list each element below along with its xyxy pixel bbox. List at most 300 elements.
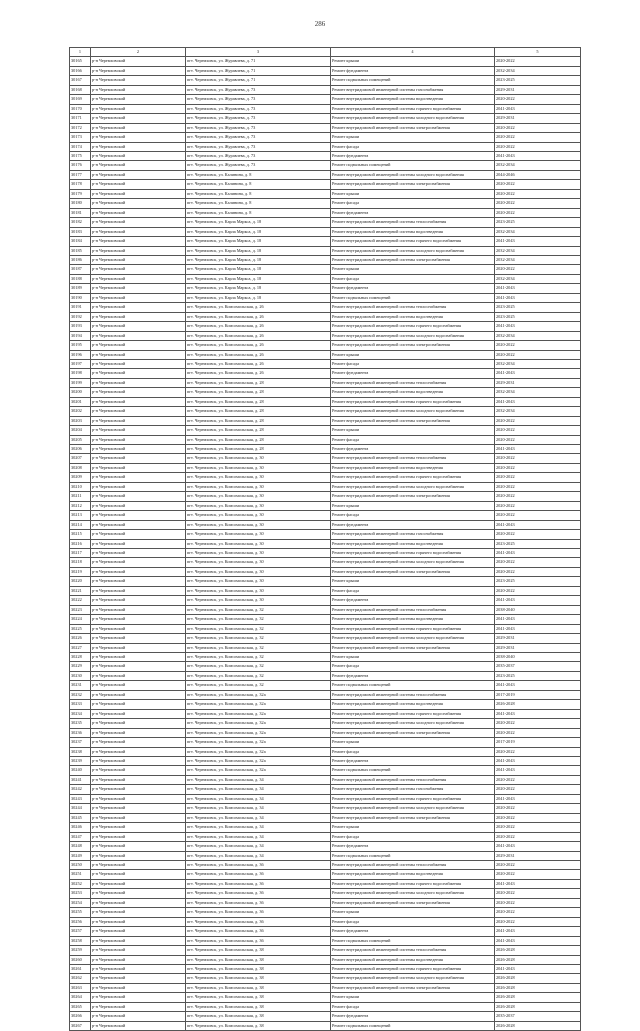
- cell-work-type: Ремонт фундамента: [331, 445, 495, 454]
- cell-row-number: 30229: [70, 662, 91, 671]
- table-header-row: [70, 48, 581, 57]
- cell-period: 2020-2022: [495, 813, 581, 822]
- cell-address: пгт. Черемховск, ул. Комсомольская, д. 30: [186, 492, 331, 501]
- cell-address: пгт. Черемховск, ул. Карла Маркса, д. 18: [186, 293, 331, 302]
- cell-work-type: Ремонт внутридомовой инженерной системы горячего водоснабжения: [331, 879, 495, 888]
- table-row: [70, 898, 581, 907]
- cell-district: р-н Черемховский: [91, 227, 186, 236]
- cell-district: р-н Черемховский: [91, 312, 186, 321]
- cell-address: пгт. Черемховск, ул. Комсомольская, д. 32а: [186, 756, 331, 765]
- cell-address: пгт. Черемховск, ул. Комсомольская, д. 28: [186, 416, 331, 425]
- cell-row-number: 30217: [70, 549, 91, 558]
- cell-work-type: Ремонт внутридомовой инженерной системы горячего водоснабжения: [331, 237, 495, 246]
- cell-work-type: Ремонт крыши: [331, 823, 495, 832]
- cell-district: р-н Черемховский: [91, 549, 186, 558]
- cell-row-number: 30249: [70, 851, 91, 860]
- cell-district: р-н Черемховский: [91, 331, 186, 340]
- cell-row-number: 30250: [70, 860, 91, 869]
- cell-period: 2041-2043: [495, 794, 581, 803]
- table-row: [70, 274, 581, 283]
- table-row: [70, 161, 581, 170]
- cell-row-number: 30245: [70, 813, 91, 822]
- cell-row-number: 30246: [70, 823, 91, 832]
- cell-period: 2020-2022: [495, 728, 581, 737]
- cell-row-number: 30198: [70, 369, 91, 378]
- cell-district: р-н Черемховский: [91, 662, 186, 671]
- cell-address: пгт. Черемховск, ул. Калинина, д. 8: [186, 189, 331, 198]
- cell-district: р-н Черемховский: [91, 719, 186, 728]
- cell-address: пгт. Черемховск, ул. Комсомольская, д. 34: [186, 785, 331, 794]
- table-row: [70, 189, 581, 198]
- table-row: [70, 558, 581, 567]
- cell-period: 2020-2022: [495, 719, 581, 728]
- cell-address: пгт. Черемховск, ул. Комсомольская, д. 30: [186, 530, 331, 539]
- cell-row-number: 30205: [70, 435, 91, 444]
- cell-district: р-н Черемховский: [91, 842, 186, 851]
- cell-address: пгт. Черемховск, ул. Комсомольская, д. 38: [186, 974, 331, 983]
- cell-row-number: 30191: [70, 303, 91, 312]
- cell-row-number: 30169: [70, 95, 91, 104]
- cell-district: р-н Черемховский: [91, 908, 186, 917]
- cell-row-number: 30200: [70, 388, 91, 397]
- table-row: [70, 955, 581, 964]
- cell-work-type: Ремонт внутридомовой инженерной системы холодного водоснабжения: [331, 331, 495, 340]
- cell-period: 2041-2043: [495, 842, 581, 851]
- cell-period: 2041-2043: [495, 964, 581, 973]
- cell-period: 2041-2043: [495, 709, 581, 718]
- cell-row-number: 30212: [70, 501, 91, 510]
- cell-work-type: Ремонт внутридомовой инженерной системы электроснабжения: [331, 180, 495, 189]
- cell-work-type: Ремонт подвальных помещений: [331, 76, 495, 85]
- cell-period: 2032-2034: [495, 227, 581, 236]
- cell-address: пгт. Черемховск, ул. Карла Маркса, д. 18: [186, 265, 331, 274]
- cell-period: 2023-2025: [495, 76, 581, 85]
- cell-district: р-н Черемховский: [91, 690, 186, 699]
- cell-period: 2041-2043: [495, 293, 581, 302]
- cell-district: р-н Черемховский: [91, 142, 186, 151]
- cell-district: р-н Черемховский: [91, 170, 186, 179]
- cell-district: р-н Черемховский: [91, 114, 186, 123]
- cell-row-number: 30259: [70, 946, 91, 955]
- table-row: [70, 322, 581, 331]
- cell-work-type: Ремонт внутридомовой инженерной системы холодного водоснабжения: [331, 114, 495, 123]
- cell-row-number: 30184: [70, 237, 91, 246]
- table-row: [70, 662, 581, 671]
- cell-row-number: 30231: [70, 681, 91, 690]
- cell-work-type: Ремонт подвальных помещений: [331, 161, 495, 170]
- cell-work-type: Ремонт крыши: [331, 908, 495, 917]
- cell-district: р-н Черемховский: [91, 492, 186, 501]
- cell-address: пгт. Черемховск, ул. Комсомольская, д. 26: [186, 322, 331, 331]
- cell-work-type: Ремонт фасада: [331, 435, 495, 444]
- cell-period: 2032-2034: [495, 255, 581, 264]
- cell-row-number: 30241: [70, 775, 91, 784]
- cell-work-type: Ремонт внутридомовой инженерной системы горячего водоснабжения: [331, 964, 495, 973]
- cell-row-number: 30187: [70, 265, 91, 274]
- cell-row-number: 30258: [70, 936, 91, 945]
- cell-row-number: 30267: [70, 1021, 91, 1030]
- cell-period: 2041-2043: [495, 237, 581, 246]
- cell-period: 2020-2022: [495, 804, 581, 813]
- cell-work-type: Ремонт внутридомовой инженерной системы холодного водоснабжения: [331, 482, 495, 491]
- cell-work-type: Ремонт подвальных помещений: [331, 766, 495, 775]
- cell-period: 2041-2043: [495, 681, 581, 690]
- table-row: [70, 369, 581, 378]
- cell-period: 2029-2031: [495, 643, 581, 652]
- cell-work-type: Ремонт крыши: [331, 426, 495, 435]
- cell-district: р-н Черемховский: [91, 426, 186, 435]
- cell-period: 2023-2025: [495, 577, 581, 586]
- cell-period: 2041-2043: [495, 615, 581, 624]
- table-row: [70, 265, 581, 274]
- cell-row-number: 30264: [70, 993, 91, 1002]
- cell-address: пгт. Черемховск, ул. Комсомольская, д. 32: [186, 681, 331, 690]
- cell-work-type: Ремонт внутридомовой инженерной системы водоотведения: [331, 539, 495, 548]
- cell-address: пгт. Черемховск, ул. Комсомольская, д. 28: [186, 397, 331, 406]
- cell-period: 2020-2022: [495, 832, 581, 841]
- cell-row-number: 30196: [70, 350, 91, 359]
- cell-address: пгт. Черемховск, ул. Комсомольская, д. 38: [186, 993, 331, 1002]
- cell-district: р-н Черемховский: [91, 322, 186, 331]
- cell-address: пгт. Черемховск, ул. Комсомольская, д. 26: [186, 312, 331, 321]
- cell-period: 2038-2040: [495, 605, 581, 614]
- cell-period: 2029-2031: [495, 114, 581, 123]
- cell-address: пгт. Черемховск, ул. Комсомольская, д. 34: [186, 842, 331, 851]
- table-row: [70, 974, 581, 983]
- table-row: [70, 643, 581, 652]
- cell-address: пгт. Черемховск, ул. Комсомольская, д. 32а: [186, 719, 331, 728]
- table-row: [70, 303, 581, 312]
- cell-period: 2020-2022: [495, 586, 581, 595]
- cell-period: 2041-2043: [495, 397, 581, 406]
- table-row: [70, 549, 581, 558]
- table-row: [70, 908, 581, 917]
- table-row: [70, 681, 581, 690]
- table-row: [70, 917, 581, 926]
- cell-district: р-н Черемховский: [91, 454, 186, 463]
- cell-district: р-н Черемховский: [91, 785, 186, 794]
- table-row: [70, 341, 581, 350]
- cell-district: р-н Черемховский: [91, 823, 186, 832]
- cell-row-number: 30185: [70, 246, 91, 255]
- cell-address: пгт. Черемховск, ул. Комсомольская, д. 30: [186, 567, 331, 576]
- table-row: [70, 1002, 581, 1011]
- cell-work-type: Ремонт подвальных помещений: [331, 293, 495, 302]
- cell-period: 2020-2022: [495, 180, 581, 189]
- cell-period: 2020-2022: [495, 57, 581, 66]
- cell-district: р-н Черемховский: [91, 246, 186, 255]
- cell-address: пгт. Черемховск, ул. Комсомольская, д. 30: [186, 586, 331, 595]
- table-row: [70, 860, 581, 869]
- cell-district: р-н Черемховский: [91, 473, 186, 482]
- cell-period: 2032-2034: [495, 274, 581, 283]
- cell-address: пгт. Черемховск, ул. Комсомольская, д. 30: [186, 473, 331, 482]
- table-row: [70, 397, 581, 406]
- cell-work-type: Ремонт внутридомовой инженерной системы электроснабжения: [331, 123, 495, 132]
- cell-district: р-н Черемховский: [91, 407, 186, 416]
- column-header-4: 4: [331, 48, 495, 57]
- cell-district: р-н Черемховский: [91, 265, 186, 274]
- cell-address: пгт. Черемховск, ул. Комсомольская, д. 30: [186, 501, 331, 510]
- table-row: [70, 1021, 581, 1030]
- cell-district: р-н Черемховский: [91, 766, 186, 775]
- table-row: [70, 832, 581, 841]
- cell-district: р-н Черемховский: [91, 293, 186, 302]
- cell-period: 2041-2043: [495, 369, 581, 378]
- cell-period: 2020-2022: [495, 823, 581, 832]
- cell-work-type: Ремонт внутридомовой инженерной системы водоотведения: [331, 870, 495, 879]
- table-row: [70, 889, 581, 898]
- cell-period: 2020-2022: [495, 416, 581, 425]
- cell-period: 2032-2034: [495, 331, 581, 340]
- cell-district: р-н Черемховский: [91, 917, 186, 926]
- cell-district: р-н Черемховский: [91, 794, 186, 803]
- cell-address: пгт. Черемховск, ул. Комсомольская, д. 34: [186, 813, 331, 822]
- cell-work-type: Ремонт внутридомовой инженерной системы водоотведения: [331, 700, 495, 709]
- cell-work-type: Ремонт внутридомовой инженерной системы горячего водоснабжения: [331, 549, 495, 558]
- cell-row-number: 30203: [70, 416, 91, 425]
- cell-work-type: Ремонт внутридомовой инженерной системы электроснабжения: [331, 983, 495, 992]
- cell-work-type: Ремонт фундамента: [331, 66, 495, 75]
- cell-work-type: Ремонт крыши: [331, 993, 495, 1002]
- cell-period: 2029-2031: [495, 634, 581, 643]
- table-row: [70, 700, 581, 709]
- cell-period: 2020-2022: [495, 567, 581, 576]
- cell-district: р-н Черемховский: [91, 558, 186, 567]
- table-row: [70, 312, 581, 321]
- cell-work-type: Ремонт фасада: [331, 917, 495, 926]
- cell-period: 2020-2022: [495, 426, 581, 435]
- cell-address: пгт. Черемховск, ул. Комсомольская, д. 38: [186, 955, 331, 964]
- table-row: [70, 766, 581, 775]
- cell-district: р-н Черемховский: [91, 463, 186, 472]
- cell-row-number: 30243: [70, 794, 91, 803]
- cell-row-number: 30211: [70, 492, 91, 501]
- table-row: [70, 511, 581, 520]
- table-row: [70, 983, 581, 992]
- cell-address: пгт. Черемховск, ул. Комсомольская, д. 30: [186, 520, 331, 529]
- cell-district: р-н Черемховский: [91, 851, 186, 860]
- cell-address: пгт. Черемховск, ул. Комсомольская, д. 36: [186, 908, 331, 917]
- cell-address: пгт. Черемховск, ул. Комсомольская, д. 36: [186, 936, 331, 945]
- cell-address: пгт. Черемховск, ул. Журавлева, д. 73: [186, 114, 331, 123]
- cell-work-type: Ремонт фасада: [331, 511, 495, 520]
- cell-work-type: Ремонт внутридомовой инженерной системы горячего водоснабжения: [331, 794, 495, 803]
- cell-work-type: Ремонт фундамента: [331, 208, 495, 217]
- cell-period: 2044-2046: [495, 170, 581, 179]
- cell-period: 2041-2043: [495, 756, 581, 765]
- cell-period: 2020-2022: [495, 530, 581, 539]
- cell-work-type: Ремонт фундамента: [331, 842, 495, 851]
- cell-period: 2020-2022: [495, 189, 581, 198]
- table-row: [70, 199, 581, 208]
- cell-work-type: Ремонт фундамента: [331, 284, 495, 293]
- cell-district: р-н Черемховский: [91, 936, 186, 945]
- cell-district: р-н Черемховский: [91, 397, 186, 406]
- cell-address: пгт. Черемховск, ул. Комсомольская, д. 32: [186, 615, 331, 624]
- cell-address: пгт. Черемховск, ул. Карла Маркса, д. 18: [186, 218, 331, 227]
- cell-address: пгт. Черемховск, ул. Комсомольская, д. 34: [186, 804, 331, 813]
- cell-period: 2020-2022: [495, 199, 581, 208]
- cell-period: 2020-2022: [495, 775, 581, 784]
- cell-period: 2035-2037: [495, 662, 581, 671]
- cell-row-number: 30218: [70, 558, 91, 567]
- cell-district: р-н Черемховский: [91, 964, 186, 973]
- cell-district: р-н Черемховский: [91, 653, 186, 662]
- cell-work-type: Ремонт внутридомовой инженерной системы водоотведения: [331, 615, 495, 624]
- cell-address: пгт. Черемховск, ул. Комсомольская, д. 36: [186, 898, 331, 907]
- cell-work-type: Ремонт внутридомовой инженерной системы электроснабжения: [331, 567, 495, 576]
- cell-period: 2020-2022: [495, 889, 581, 898]
- cell-period: 2020-2022: [495, 454, 581, 463]
- cell-district: р-н Черемховский: [91, 993, 186, 1002]
- cell-period: 2026-2028: [495, 974, 581, 983]
- cell-district: р-н Черемховский: [91, 586, 186, 595]
- cell-period: 2020-2022: [495, 785, 581, 794]
- table-row: [70, 359, 581, 368]
- cell-address: пгт. Черемховск, ул. Комсомольская, д. 32: [186, 653, 331, 662]
- cell-row-number: 30244: [70, 804, 91, 813]
- cell-period: 2020-2022: [495, 473, 581, 482]
- table-row: [70, 842, 581, 851]
- cell-row-number: 30166: [70, 66, 91, 75]
- cell-address: пгт. Черемховск, ул. Комсомольская, д. 28: [186, 407, 331, 416]
- cell-row-number: 30256: [70, 917, 91, 926]
- cell-period: 2026-2028: [495, 983, 581, 992]
- cell-row-number: 30254: [70, 898, 91, 907]
- cell-address: пгт. Черемховск, ул. Комсомольская, д. 28: [186, 445, 331, 454]
- cell-period: 2020-2022: [495, 350, 581, 359]
- cell-row-number: 30168: [70, 85, 91, 94]
- table-row: [70, 794, 581, 803]
- cell-work-type: Ремонт фундамента: [331, 671, 495, 680]
- cell-row-number: 30190: [70, 293, 91, 302]
- cell-address: пгт. Черемховск, ул. Журавлева, д. 73: [186, 142, 331, 151]
- table-row: [70, 530, 581, 539]
- cell-row-number: 30251: [70, 870, 91, 879]
- cell-work-type: Ремонт внутридомовой инженерной системы электроснабжения: [331, 898, 495, 907]
- table-row: [70, 870, 581, 879]
- cell-address: пгт. Черемховск, ул. Комсомольская, д. 26: [186, 341, 331, 350]
- cell-period: 2029-2031: [495, 85, 581, 94]
- cell-row-number: 30263: [70, 983, 91, 992]
- cell-period: 2017-2019: [495, 690, 581, 699]
- cell-district: р-н Черемховский: [91, 255, 186, 264]
- cell-work-type: Ремонт фасада: [331, 1002, 495, 1011]
- cell-address: пгт. Черемховск, ул. Карла Маркса, д. 18: [186, 227, 331, 236]
- cell-row-number: 30182: [70, 218, 91, 227]
- cell-address: пгт. Черемховск, ул. Комсомольская, д. 32: [186, 643, 331, 652]
- cell-district: р-н Черемховский: [91, 747, 186, 756]
- table-row: [70, 114, 581, 123]
- table-row: [70, 284, 581, 293]
- table-row: [70, 728, 581, 737]
- cell-period: 2020-2022: [495, 917, 581, 926]
- cell-district: р-н Черемховский: [91, 104, 186, 113]
- cell-row-number: 30257: [70, 927, 91, 936]
- cell-address: пгт. Черемховск, ул. Комсомольская, д. 36: [186, 860, 331, 869]
- cell-district: р-н Черемховский: [91, 1021, 186, 1030]
- cell-work-type: Ремонт подвальных помещений: [331, 1021, 495, 1030]
- cell-address: пгт. Черемховск, ул. Карла Маркса, д. 18: [186, 255, 331, 264]
- cell-address: пгт. Черемховск, ул. Комсомольская, д. 30: [186, 454, 331, 463]
- cell-row-number: 30233: [70, 700, 91, 709]
- cell-district: р-н Черемховский: [91, 445, 186, 454]
- cell-district: р-н Черемховский: [91, 1002, 186, 1011]
- cell-district: р-н Черемховский: [91, 804, 186, 813]
- cell-address: пгт. Черемховск, ул. Журавлева, д. 73: [186, 123, 331, 132]
- table-row: [70, 85, 581, 94]
- cell-work-type: Ремонт внутридомовой инженерной системы электроснабжения: [331, 492, 495, 501]
- cell-district: р-н Черемховский: [91, 539, 186, 548]
- cell-row-number: 30248: [70, 842, 91, 851]
- table-row: [70, 227, 581, 236]
- cell-district: р-н Черемховский: [91, 501, 186, 510]
- cell-work-type: Ремонт фасада: [331, 199, 495, 208]
- cell-row-number: 30223: [70, 605, 91, 614]
- cell-work-type: Ремонт фундамента: [331, 596, 495, 605]
- cell-work-type: Ремонт крыши: [331, 133, 495, 142]
- table-row: [70, 964, 581, 973]
- table-row: [70, 416, 581, 425]
- cell-work-type: Ремонт внутридомовой инженерной системы холодного водоснабжения: [331, 719, 495, 728]
- cell-work-type: Ремонт подвальных помещений: [331, 681, 495, 690]
- cell-district: р-н Черемховский: [91, 879, 186, 888]
- cell-district: р-н Черемховский: [91, 615, 186, 624]
- table-row: [70, 775, 581, 784]
- cell-row-number: 30216: [70, 539, 91, 548]
- table-row: [70, 927, 581, 936]
- cell-period: 2020-2022: [495, 208, 581, 217]
- cell-address: пгт. Черемховск, ул. Комсомольская, д. 34: [186, 794, 331, 803]
- cell-district: р-н Черемховский: [91, 832, 186, 841]
- table-row: [70, 605, 581, 614]
- cell-work-type: Ремонт внутридомовой инженерной системы холодного водоснабжения: [331, 974, 495, 983]
- cell-row-number: 30177: [70, 170, 91, 179]
- cell-address: пгт. Черемховск, ул. Комсомольская, д. 30: [186, 482, 331, 491]
- table-row: [70, 596, 581, 605]
- page-number: 286: [314, 20, 326, 28]
- cell-period: 2032-2034: [495, 359, 581, 368]
- cell-period: 2020-2022: [495, 860, 581, 869]
- cell-address: пгт. Черемховск, ул. Комсомольская, д. 32а: [186, 690, 331, 699]
- cell-address: пгт. Черемховск, ул. Комсомольская, д. 32: [186, 605, 331, 614]
- cell-address: пгт. Черемховск, ул. Комсомольская, д. 38: [186, 983, 331, 992]
- cell-district: р-н Черемховский: [91, 624, 186, 633]
- cell-row-number: 30213: [70, 511, 91, 520]
- cell-work-type: Ремонт фундамента: [331, 520, 495, 529]
- cell-row-number: 30193: [70, 322, 91, 331]
- cell-district: р-н Черемховский: [91, 634, 186, 643]
- cell-period: 2041-2043: [495, 879, 581, 888]
- cell-district: р-н Черемховский: [91, 284, 186, 293]
- cell-district: р-н Черемховский: [91, 671, 186, 680]
- cell-row-number: 30206: [70, 445, 91, 454]
- cell-address: пгт. Черемховск, ул. Калинина, д. 8: [186, 180, 331, 189]
- cell-address: пгт. Черемховск, ул. Комсомольская, д. 34: [186, 823, 331, 832]
- cell-row-number: 30234: [70, 709, 91, 718]
- cell-district: р-н Черемховский: [91, 350, 186, 359]
- cell-address: пгт. Черемховск, ул. Комсомольская, д. 26: [186, 350, 331, 359]
- cell-period: 2020-2022: [495, 870, 581, 879]
- table-row: [70, 208, 581, 217]
- table-row: [70, 936, 581, 945]
- cell-address: пгт. Черемховск, ул. Комсомольская, д. 30: [186, 539, 331, 548]
- cell-district: р-н Черемховский: [91, 218, 186, 227]
- cell-work-type: Ремонт крыши: [331, 189, 495, 198]
- table-row: [70, 756, 581, 765]
- cell-row-number: 30197: [70, 359, 91, 368]
